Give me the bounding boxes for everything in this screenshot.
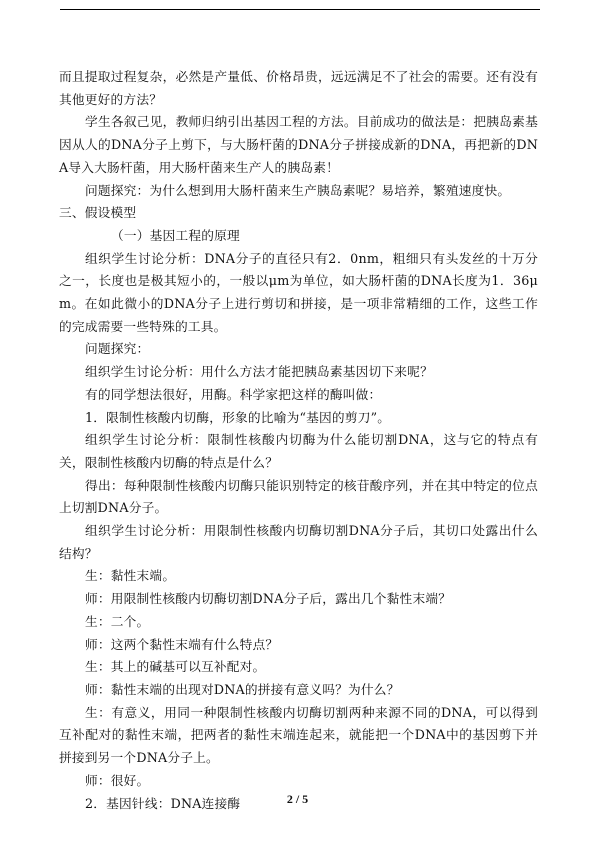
page-number: 2 / 5 — [286, 792, 309, 806]
paragraph: 生：其上的碱基可以互补配对。 — [85, 659, 266, 675]
paragraph: 生：二个。 — [85, 613, 150, 629]
section-heading: 三、假设模型 — [59, 205, 137, 221]
paragraph: 组织学生讨论分析：用什么方法才能把胰岛素基因切下来呢？ — [85, 364, 433, 380]
paragraph: 组织学生讨论分析：DNA分子的直径只有2．0nm，粗细只有头发丝的十万分之一，长度也是极其短小的，一般以μm为单位，如大肠杆菌的DNA长度为1．36μm。在如此微小的DNA分子上进行剪切和拼接，是一项非常精细的工作，这些工作的完成需要一些特殊的工具。 — [59, 250, 538, 334]
paragraph: 问题探究：为什么想到用大肠杆菌来生产胰岛素呢？易培养，繁殖速度快。 — [85, 182, 511, 198]
header-rule — [60, 9, 540, 10]
paragraph: 组织学生讨论分析：限制性核酸内切酶为什么能切割DNA，这与它的特点有关，限制性核酸内切酶的特点是什么？ — [59, 432, 538, 470]
paragraph: 组织学生讨论分析：用限制性核酸内切酶切割DNA分子后，其切口处露出什么结构？ — [59, 523, 538, 561]
paragraph: 问题探究： — [85, 341, 150, 357]
paragraph: 生：黏性末端。 — [85, 568, 176, 584]
paragraph: 而且提取过程复杂，必然是产量低、价格昂贵，远远满足不了社会的需要。还有没有其他更好的方法？ — [59, 69, 538, 107]
paragraph: 1．限制性核酸内切酶，形象的比喻为“基因的剪刀”。 — [85, 409, 391, 425]
paragraph: 2．基因针线：DNA连接酶 — [85, 795, 241, 811]
paragraph: 生：有意义，用同一种限制性核酸内切酶切割两种来源不同的DNA，可以得到互补配对的黏性末端，把两者的黏性末端连起来，就能把一个DNA中的基因剪下并拼接到另一个DNA分子上。 — [59, 704, 538, 766]
document-body — [59, 66, 538, 815]
paragraph: 师：用限制性核酸内切酶切割DNA分子后，露出几个黏性末端？ — [85, 591, 452, 607]
paragraph: 有的同学想法很好，用酶。科学家把这样的酶叫做： — [85, 386, 382, 402]
subsection-heading: （一）基因工程的原理 — [111, 227, 240, 243]
paragraph: 得出：每种限制性核酸内切酶只能识别特定的核苷酸序列，并在其中特定的位点上切割DNA分子。 — [59, 477, 538, 516]
paragraph: 师：很好。 — [85, 772, 150, 788]
paragraph: 学生各叙己见，教师归纳引出基因工程的方法。目前成功的做法是：把胰岛素基因从人的DNA分子上剪下，与大肠杆菌的DNA分子拼接成新的DNA，再把新的DNA导入大肠杆菌，用大肠杆菌来生产人的胰岛素！ — [59, 114, 538, 175]
paragraph: 师：黏性末端的出现对DNA的拼接有意义吗？为什么？ — [85, 681, 400, 697]
paragraph: 师：这两个黏性末端有什么特点？ — [85, 636, 279, 652]
